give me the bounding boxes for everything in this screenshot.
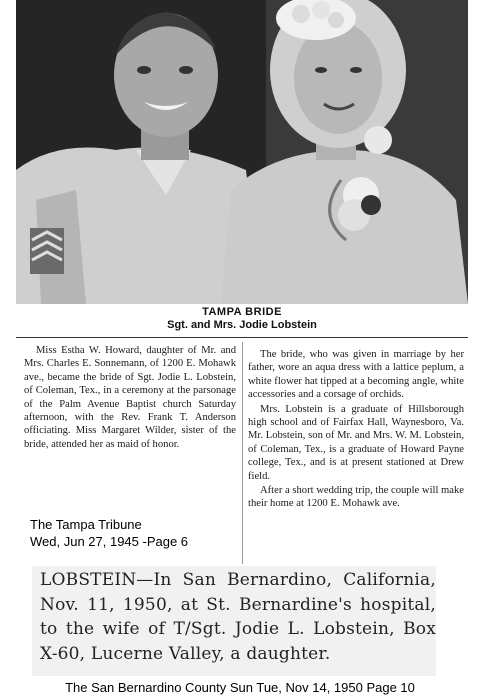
article-left-column xyxy=(24,344,236,451)
photo-caption-title: TAMPA BRIDE xyxy=(202,306,282,318)
source-tampa-tribune xyxy=(30,516,188,550)
source-publication: The Tampa Tribune xyxy=(30,517,142,532)
article-paragraph: Miss Estha W. Howard, daughter of Mr. and Mrs. Charles E. Sonnemann, of 1200 E. Mohawk ave., became the bride of Sgt. Jodie L. Lobstein, of Coleman, Tex., in a ceremony at the parsonage of the Palm Avenue Baptist church Saturday afternoon, with the Rev. Frank T. Anderson officiating. Miss Margaret Wilder, sister of the bride, attended her as maid of honor. xyxy=(24,345,236,450)
article-paragraph: Mrs. Lobstein is a graduate of Hillsborough high school and of Fairfax Hall, Waynesboro, Va. Mr. Lobstein, son of Mr. and Mrs. W. M. Lobstein, of Coleman, Tex., is a graduate of Howard Payne college, Tex., and is at present stationed at Drew field. xyxy=(248,403,464,482)
wedding-photo-image xyxy=(16,0,468,304)
photo-caption-subtitle: Sgt. and Mrs. Jodie Lobstein xyxy=(167,319,317,331)
caption-divider xyxy=(16,337,468,338)
column-divider xyxy=(242,342,243,564)
source-date: Wed, Jun 27, 1945 -Page 6 xyxy=(30,534,189,549)
source-san-bernardino-sun: The San Bernardino County Sun Tue, Nov 14, 1950 Page 10 xyxy=(65,680,415,695)
article-paragraph: The bride, who was given in marriage by her father, wore an aqua dress with a lattice peplum, a white flower hat tipped at a becoming angle, white accessories and a corsage of orchids. xyxy=(248,349,464,401)
birth-notice-text: LOBSTEIN—In San Bernardino, California, Nov. 11, 1950, at St. Bernardine's hospital, to the wife of T/Sgt. Jodie L. Lobstein, Box X-60, Lucerne Valley, a daughter. xyxy=(40,570,436,664)
article-right-column xyxy=(248,348,464,511)
wedding-photo xyxy=(16,0,468,304)
article-paragraph: After a short wedding trip, the couple will make their home at 1200 E. Mohawk ave. xyxy=(248,485,464,510)
